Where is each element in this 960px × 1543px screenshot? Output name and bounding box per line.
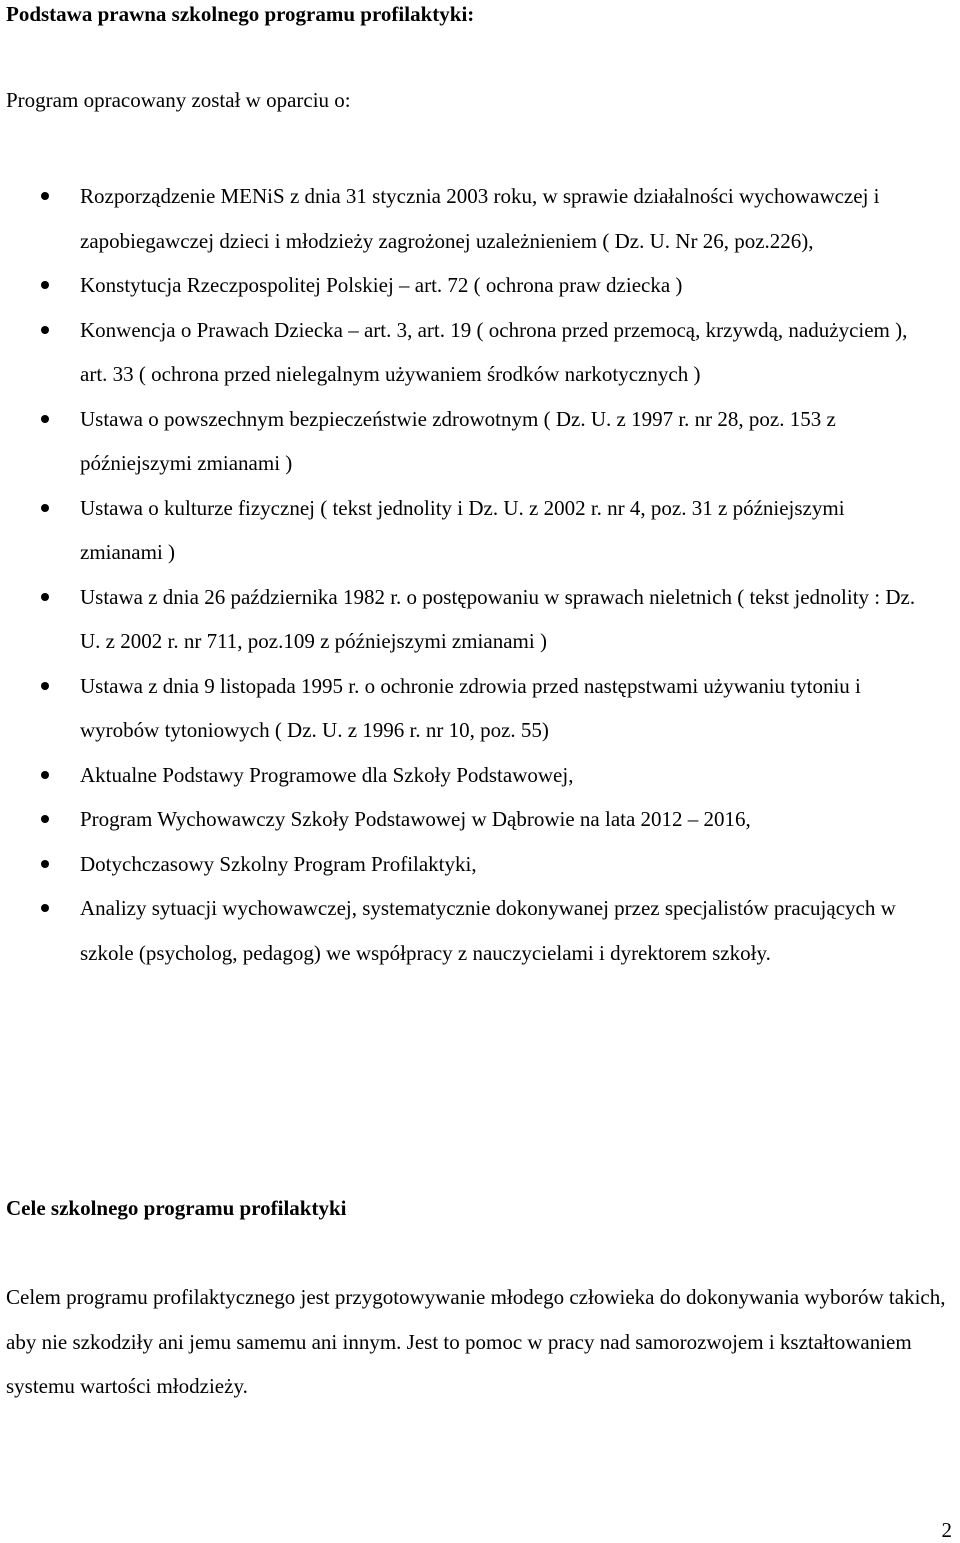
- bullet-icon: [41, 682, 49, 690]
- list-item: [0, 753, 930, 798]
- list-item: [0, 575, 930, 664]
- page-number: 2: [941, 1518, 952, 1542]
- goals-paragraph: Celem programu profilaktycznego jest przygotowywanie młodego człowieka do dokonywania wyborów takich, aby nie szkodziły ani jemu samemu ani innym. Jest to pomoc w pracy nad samorozwojem i kształtowaniem systemu wartości młodzieży.: [6, 1285, 946, 1398]
- list-item: [0, 174, 930, 263]
- bullet-icon: [41, 504, 49, 512]
- bullet-icon: [41, 904, 49, 912]
- list-item: [0, 397, 930, 486]
- bullet-icon: [41, 415, 49, 423]
- bullet-icon: [41, 281, 49, 289]
- list-item-text: Ustawa o kulturze fizycznej ( tekst jednolity i Dz. U. z 2002 r. nr 4, poz. 31 z późniejszymi zmianami ): [80, 495, 845, 564]
- legal-basis-list: [0, 174, 960, 975]
- bullet-icon: [41, 326, 49, 334]
- list-item-text: Ustawa o powszechnym bezpieczeństwie zdrowotnym ( Dz. U. z 1997 r. nr 28, poz. 153 z późniejszymi zmianami ): [80, 406, 836, 475]
- list-item-text: Rozporządzenie MENiS z dnia 31 stycznia 2003 roku, w sprawie działalności wychowawczej i zapobiegawczej dzieci i młodzieży zagrożonej uzależnieniem ( Dz. U. Nr 26, poz.226),: [80, 184, 880, 253]
- bullet-icon: [41, 860, 49, 868]
- list-item-text: Aktualne Podstawy Programowe dla Szkoły Podstawowej,: [80, 762, 574, 787]
- list-item-text: Konstytucja Rzeczpospolitej Polskiej – art. 72 ( ochrona praw dziecka ): [80, 273, 683, 297]
- list-item-text: Analizy sytuacji wychowawczej, systematycznie dokonywanej przez specjalistów pracujących w szkole (psycholog, pedagog) we współpracy z nauczycielami i dyrektorem szkoły.: [80, 896, 896, 965]
- list-item: [0, 263, 930, 308]
- bullet-icon: [41, 192, 49, 200]
- section-heading-goals: Cele szkolnego programu profilaktyki: [6, 1196, 347, 1220]
- intro-text: Program opracowany został w oparciu o:: [6, 88, 351, 112]
- list-item-text: Dotychczasowy Szkolny Program Profilaktyki,: [80, 851, 477, 876]
- list-item: [0, 797, 930, 842]
- list-item-text: Ustawa z dnia 26 października 1982 r. o postępowaniu w sprawach nieletnich ( tekst jednolity : Dz. U. z 2002 r. nr 711, poz.109 z późniejszymi zmianami ): [80, 584, 916, 653]
- list-item: [0, 664, 930, 753]
- list-item: [0, 842, 930, 887]
- list-item: [0, 886, 930, 975]
- list-item-text: Ustawa z dnia 9 listopada 1995 r. o ochronie zdrowia przed następstwami używaniu tytoniu i wyrobów tytoniowych ( Dz. U. z 1996 r. nr 10, poz. 55): [80, 673, 861, 742]
- section-heading-legal-basis: Podstawa prawna szkolnego programu profilaktyki:: [6, 2, 475, 26]
- list-item: [0, 308, 930, 397]
- list-item-text: Konwencja o Prawach Dziecka – art. 3, art. 19 ( ochrona przed przemocą, krzywdą, nadużyciem ), art. 33 ( ochrona przed nielegalnym używaniem środków narkotycznych ): [80, 317, 908, 386]
- bullet-icon: [41, 771, 49, 779]
- bullet-icon: [41, 815, 49, 823]
- list-item: [0, 486, 930, 575]
- list-item-text: Program Wychowawczy Szkoły Podstawowej w Dąbrowie na lata 2012 – 2016,: [80, 807, 751, 831]
- bullet-icon: [41, 593, 49, 601]
